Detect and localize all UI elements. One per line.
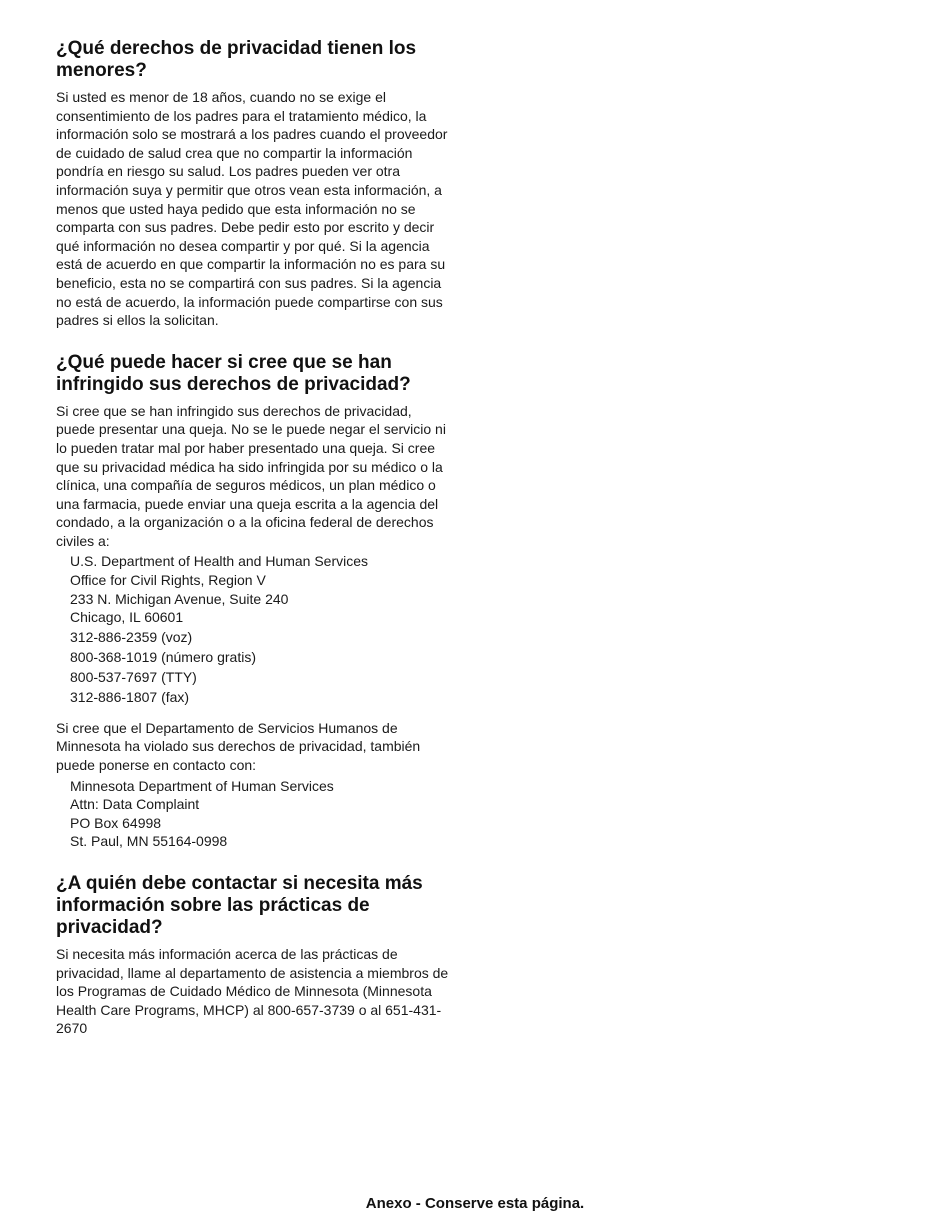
section-heading: ¿Qué puede hacer si cree que se han infringido sus derechos de privacidad?	[56, 351, 411, 395]
section-body: Si cree que se han infringido sus derechos de privacidad, puede presentar una queja. No se le puede negar el servicio ni lo pueden tratar mal por haber presentado una queja. Si cree que su privacidad médica ha sido infringida por su médico o la clínica, una compañía de seguros médicos, un plan médico o una farmacia, puede enviar una queja escrita a la agencia del condado, a la organización o a la oficina federal de derechos civiles a:	[56, 402, 446, 549]
page-footer: Anexo - Conserve esta página.	[365, 1195, 585, 1212]
section-heading: ¿Qué derechos de privacidad tienen los menores?	[56, 38, 417, 81]
address-line: PO Box 64998	[70, 814, 162, 831]
phone-number: 312-886-1807 (fax)	[70, 688, 190, 705]
address-line: Attn: Data Complaint	[70, 796, 200, 813]
dhs-address	[70, 777, 450, 851]
phone-number: 800-537-7697 (TTY)	[70, 668, 197, 685]
section-heading: ¿A quién debe contactar si necesita más información sobre las prácticas de privacidad?	[56, 873, 423, 938]
federal-office-address	[70, 552, 450, 706]
section-minors-privacy	[56, 38, 450, 330]
address-line: 233 N. Michigan Avenue, Suite 240	[70, 590, 289, 607]
section-more-info	[56, 873, 450, 1038]
section-body-secondary: Si cree que el Departamento de Servicios Humanos de Minnesota ha violado sus derechos de privacidad, también puede ponerse en contacto con:	[56, 719, 421, 774]
address-line: Office for Civil Rights, Region V	[70, 572, 266, 589]
address-line: St. Paul, MN 55164-0998	[70, 833, 228, 850]
section-body: Si usted es menor de 18 años, cuando no se exige el consentimiento de los padres para el tratamiento médico, la información solo se mostrará a los padres cuando el proveedor de cuidado de salud crea que no compartir la información pondría en riesgo su salud. Los padres pueden ver otra información suya y permitir que otros vean esta información, a menos que usted haya pedido que esta información no se comparta con sus padres. Debe pedir esto por escrito y decir qué información no desea compartir y por qué. Si la agencia está de acuerdo en que compartir la información no es para su beneficio, esta no se compartirá con sus padres. Si la agencia no está de acuerdo, la información puede compartirse con sus padres si ellos la solicitan.	[56, 89, 448, 329]
content-column	[56, 38, 450, 1038]
phone-number: 312-886-2359 (voz)	[70, 628, 193, 645]
phone-number: 800-368-1019 (número gratis)	[70, 648, 256, 665]
address-line: Minnesota Department of Human Services	[70, 777, 334, 794]
section-body: Si necesita más información acerca de las prácticas de privacidad, llame al departamento de asistencia a miembros de los Programas de Cuidado Médico de Minnesota (Minnesota Health Care Programs, MHCP) al 800-657-3739 o al 651-431-2670	[56, 946, 449, 1037]
section-complaints	[56, 352, 450, 851]
address-line: Chicago, IL 60601	[70, 609, 184, 626]
address-line: U.S. Department of Health and Human Services	[70, 553, 369, 570]
